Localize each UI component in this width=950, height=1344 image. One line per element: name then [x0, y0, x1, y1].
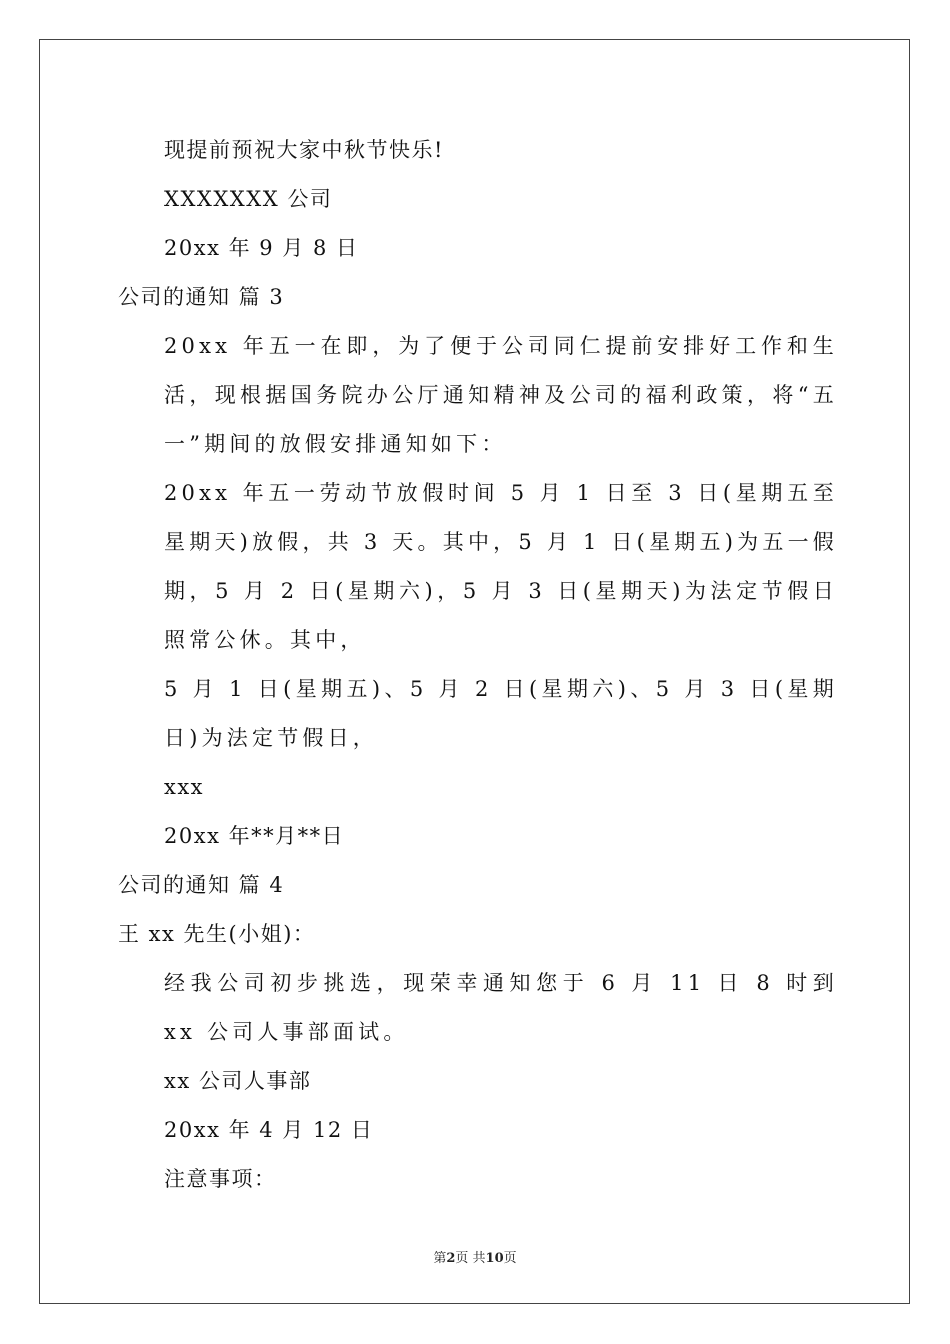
paragraph-holiday-intro: 20xx 年五一在即，为了便于公司同仁提前安排好工作和生活，现根据国务院办公厅通知精神及公司的福利政策，将“五一”期间的放假安排通知如下：: [164, 334, 838, 456]
footer-page-mid: 页 共: [455, 1251, 486, 1266]
notes-label: 注意事项：: [164, 1167, 277, 1191]
paragraph-holiday-schedule: 20xx 年五一劳动节放假时间 5 月 1 日至 3 日(星期五至星期天)放假，共 3 天。其中，5 月 1 日(星期五)为五一假期，5 月 2 日(星期六)，5 月 3 日(星期天)为法定节假日照常公休。其中，: [164, 481, 838, 652]
signature-xxx: xxx: [164, 775, 205, 799]
date-line: 20xx 年 4 月 12 日: [164, 1118, 374, 1142]
paragraph-legal-holidays: 5 月 1 日(星期五)、5 月 2 日(星期六)、5 月 3 日(星期日)为法定节假日，: [164, 677, 838, 750]
salutation: 王 xx 先生(小姐)：: [118, 922, 316, 946]
signature-hr-department: xx 公司人事部: [164, 1069, 312, 1093]
section-heading-3: 公司的通知 篇 3: [118, 285, 285, 309]
paragraph-interview-notice: 经我公司初步挑选，现荣幸通知您于 6 月 11 日 8 时到 xx 公司人事部面试。: [164, 971, 838, 1044]
document-body: [118, 126, 838, 1204]
page-footer: [0, 1247, 950, 1266]
date-line: 20xx 年 9 月 8 日: [164, 236, 359, 260]
closing-wish: 现提前预祝大家中秋节快乐!: [164, 138, 444, 162]
footer-page-suffix: 页: [503, 1251, 517, 1266]
footer-page-prefix: 第: [433, 1251, 447, 1266]
signature-company: XXXXXXX 公司: [164, 187, 333, 211]
section-heading-4: 公司的通知 篇 4: [118, 873, 285, 897]
footer-page-number: 2: [446, 1251, 456, 1266]
date-line: 20xx 年**月**日: [164, 824, 345, 848]
footer-page-total: 10: [485, 1251, 504, 1266]
